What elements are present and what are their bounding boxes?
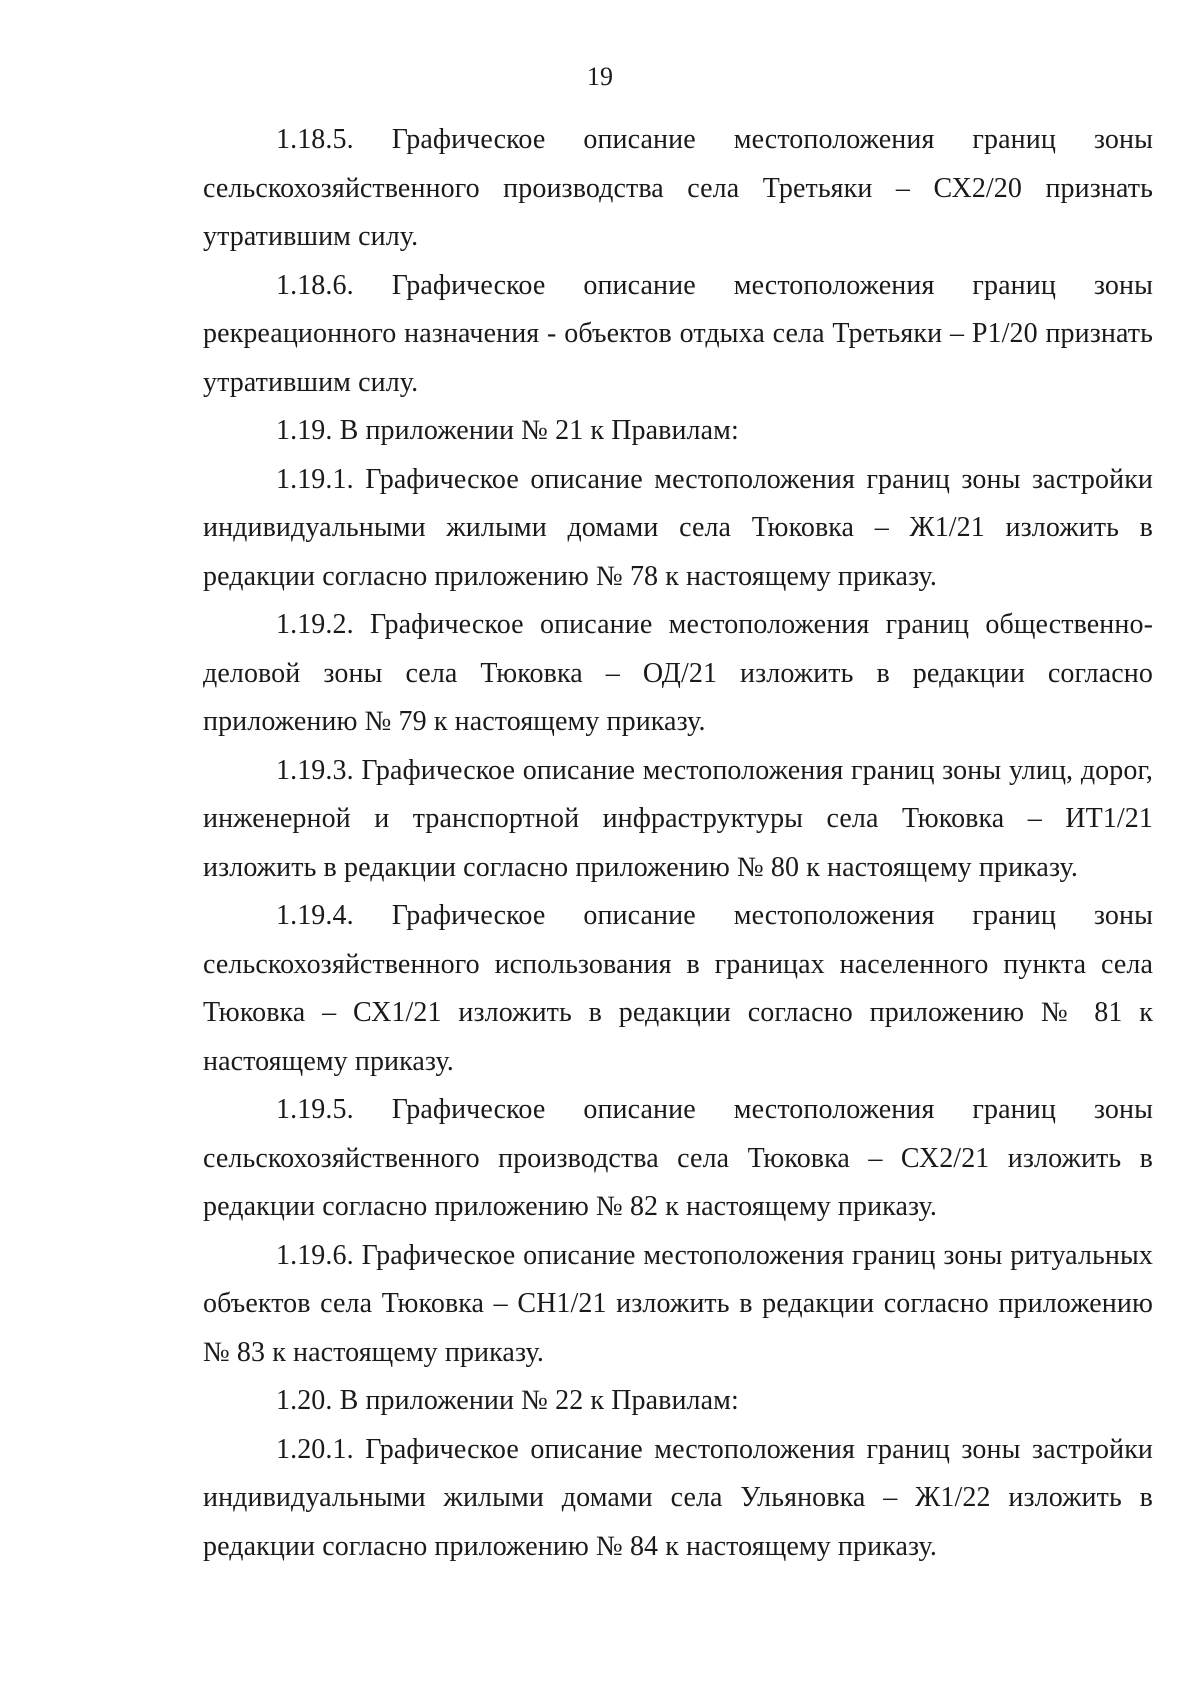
paragraph-1-19-1: 1.19.1. Графическое описание местоположения границ зоны застройки индивидуальными жилыми домами села Тюковка – Ж1/21 изложить в редакции согласно приложению № 78 к настоящему приказу.	[203, 463, 1153, 592]
paragraph-1-18-6: 1.18.6. Графическое описание местоположения границ зоны рекреационного назначения - объектов отдыха села Третьяки – Р1/20 признать утратившим силу.	[203, 269, 1153, 398]
paragraph-1-19-5: 1.19.5. Графическое описание местоположения границ зоны сельскохозяйственного производства села Тюковка – СХ2/21 изложить в редакции согласно приложению № 82 к настоящему приказу.	[203, 1094, 1153, 1222]
paragraph-1-20-1: 1.20.1. Графическое описание местоположения границ зоны застройки индивидуальными жилыми домами села Ульяновка – Ж1/22 изложить в редакции согласно приложению № 84 к настоящему приказу.	[203, 1433, 1153, 1562]
paragraph-1-19: 1.19. В приложении № 21 к Правилам:	[276, 415, 739, 446]
paragraph-1-19-4: 1.19.4. Графическое описание местоположения границ зоны сельскохозяйственного использования в границах населенного пункта села Тюковка – СХ1/21 изложить в редакции согласно приложению № 81 к настоящему приказу.	[203, 900, 1153, 1077]
paragraph-1-20: 1.20. В приложении № 22 к Правилам:	[276, 1385, 739, 1416]
page-number: 19	[587, 62, 613, 91]
paragraph-1-18-5: 1.18.5. Графическое описание местоположения границ зоны сельскохозяйственного производства села Третьяки – СХ2/20 признать утратившим силу.	[203, 124, 1153, 252]
paragraph-1-19-6: 1.19.6. Графическое описание местоположения границ зоны ритуальных объектов села Тюковка – СН1/21 изложить в редакции согласно приложению № 83 к настоящему приказу.	[203, 1239, 1153, 1368]
paragraph-1-19-2: 1.19.2. Графическое описание местоположения границ общественно-деловой зоны села Тюковка – ОД/21 изложить в редакции согласно приложению № 79 к настоящему приказу.	[203, 609, 1153, 737]
document-body	[203, 116, 1153, 1571]
paragraph-1-19-3: 1.19.3. Графическое описание местоположения границ зоны улиц, дорог, инженерной и транспортной инфраструктуры села Тюковка – ИТ1/21 изложить в редакции согласно приложению № 80 к настоящему приказу.	[203, 754, 1153, 883]
